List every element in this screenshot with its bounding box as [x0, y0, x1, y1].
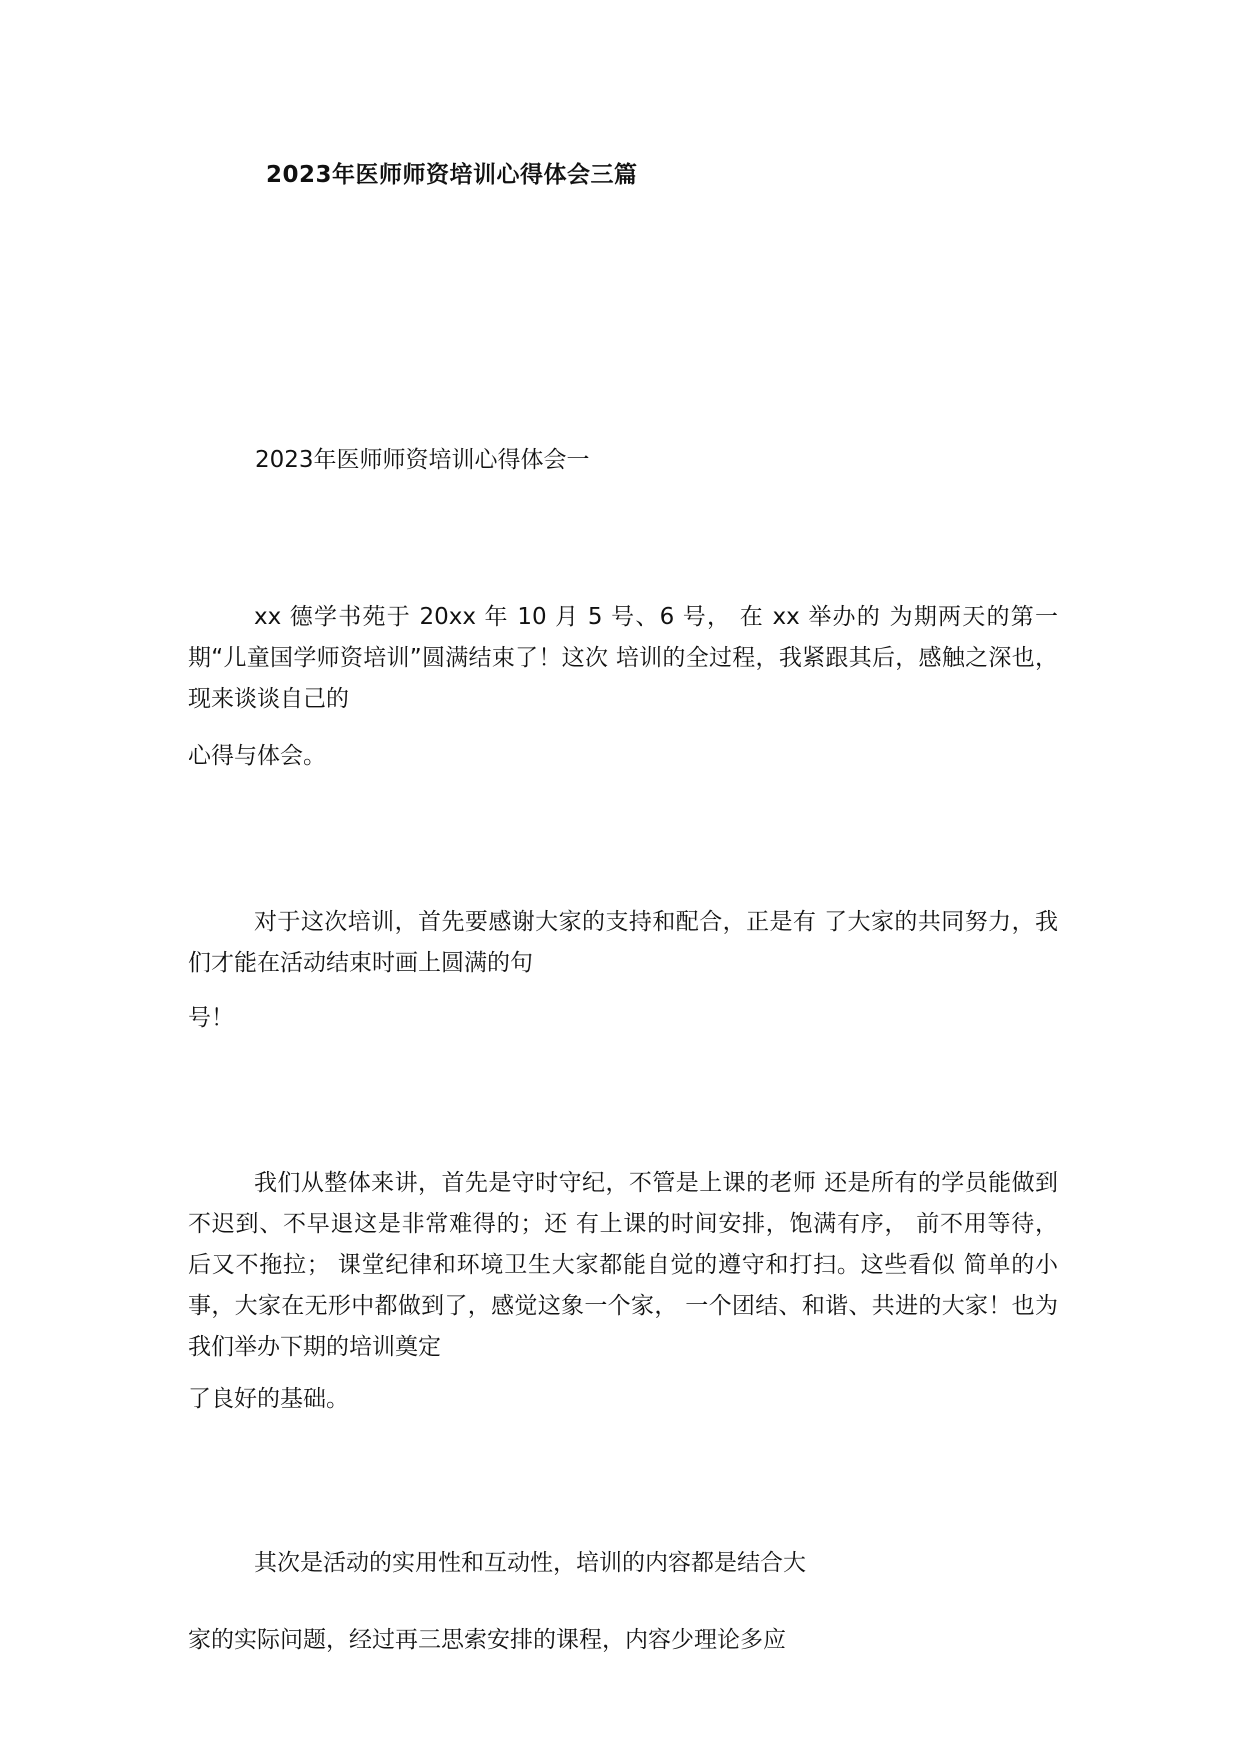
paragraph-4-continuation: 家的实际问题，经过再三思索安排的课程，内容少理论多应 — [188, 1627, 786, 1653]
paragraph-4: 其次是活动的实用性和互动性，培训的内容都是结合大 — [254, 1550, 806, 1576]
paragraph-2-continuation: 号！ — [188, 1005, 234, 1031]
paragraph-1: xx 德学书苑于 20xx 年 10 月 5 号、6 号， 在 xx 举办的 为期两天的第一期“儿童国学师资培训”圆满结束了！这次 培训的全过程，我紧跟其后，感触之深也，现来谈谈自己的 — [188, 604, 1058, 712]
paragraph-3-continuation: 了良好的基础。 — [188, 1386, 349, 1412]
paragraph-1-continuation: 心得与体会。 — [188, 743, 326, 769]
section-title: 2023年医师师资培训心得体会一 — [255, 447, 590, 473]
paragraph-2: 对于这次培训，首先要感谢大家的支持和配合，正是有 了大家的共同努力，我们才能在活动结束时画上圆满的句 — [188, 909, 1058, 976]
paragraph-3: 我们从整体来讲，首先是守时守纪，不管是上课的老师 还是所有的学员能做到不迟到、不早退这是非常难得的；还 有上课的时间安排，饱满有序， 前不用等待， 后又不拖拉； 课堂纪律和环境卫生大家都能自觉的遵守和打扫。这些看似 简单的小事，大家在无形中都做到了，感觉这象一个家， 一个团结、和谐、共进的大家！也为我们举办下期的培训奠定 — [188, 1170, 1058, 1360]
document-title: 2023年医师师资培训心得体会三篇 — [266, 162, 638, 188]
